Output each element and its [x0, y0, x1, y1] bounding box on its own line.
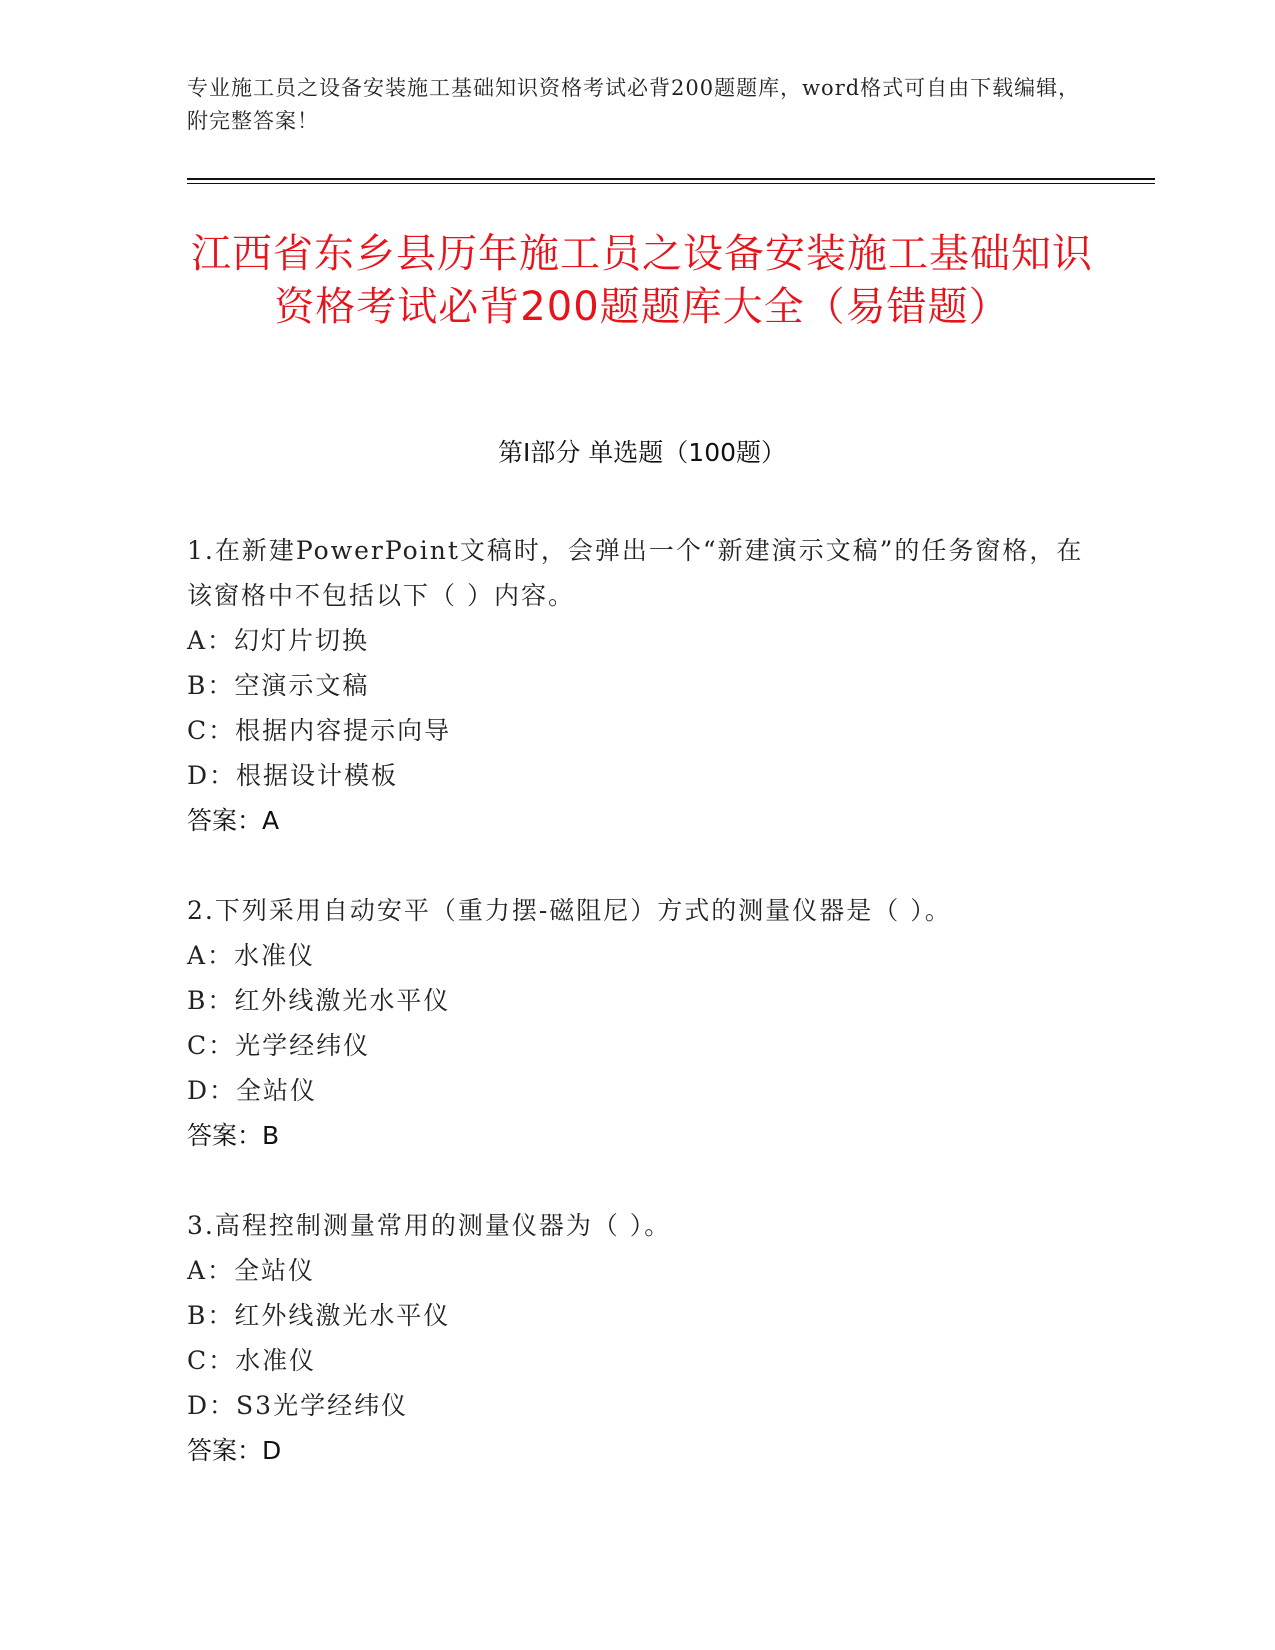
answer: 答案：B	[187, 1121, 280, 1150]
question-1	[187, 528, 1087, 843]
header-rule-thin	[187, 183, 1155, 184]
answer: 答案：D	[187, 1436, 282, 1465]
option-c: C：光学经纬仪	[187, 1031, 371, 1060]
option-d: D：根据设计模板	[187, 761, 399, 790]
document-title: 江西省东乡县历年施工员之设备安装施工基础知识资格考试必背200题题库大全（易错题）	[191, 231, 1093, 330]
question-list	[187, 528, 1087, 1518]
question-3	[187, 1203, 1087, 1473]
question-stem: 2.下列采用自动安平（重力摆-磁阻尼）方式的测量仪器是（ ）。	[187, 896, 952, 925]
option-c: C：根据内容提示向导	[187, 716, 452, 745]
question-stem: 1.在新建PowerPoint文稿时，会弹出一个“新建演示文稿”的任务窗格，在该窗格中不包括以下（ ）内容。	[187, 536, 1084, 610]
option-b: B：红外线激光水平仪	[187, 986, 451, 1015]
option-c: C：水准仪	[187, 1346, 317, 1375]
option-a: A：水准仪	[187, 941, 316, 970]
header-note: 专业施工员之设备安装施工基础知识资格考试必背200题题库，word格式可自由下载编辑，附完整答案！	[187, 76, 1081, 133]
option-b: B：红外线激光水平仪	[187, 1301, 451, 1330]
answer: 答案：A	[187, 806, 280, 835]
question-stem: 3.高程控制测量常用的测量仪器为（ ）。	[187, 1211, 672, 1240]
section-title: 第Ⅰ部分 单选题（100题）	[497, 438, 787, 467]
header-rule-thick	[187, 178, 1155, 180]
option-b: B：空演示文稿	[187, 671, 370, 700]
option-d: D：S3光学经纬仪	[187, 1391, 409, 1420]
option-d: D：全站仪	[187, 1076, 318, 1105]
option-a: A：幻灯片切换	[187, 626, 370, 655]
option-a: A：全站仪	[187, 1256, 316, 1285]
question-2	[187, 888, 1087, 1158]
